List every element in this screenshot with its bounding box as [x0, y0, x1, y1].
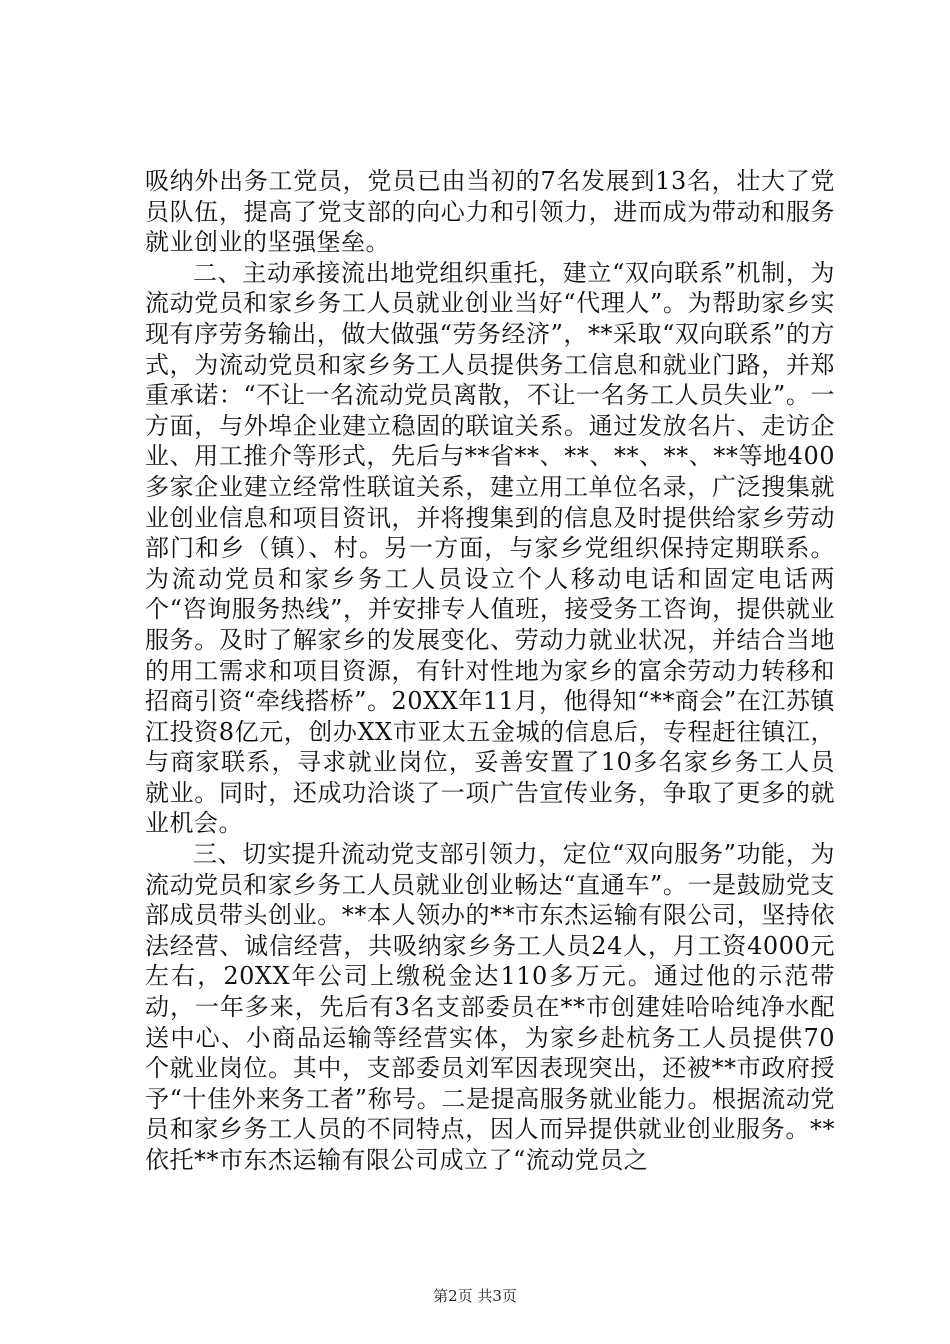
- page-footer: 第2页 共3页: [433, 1287, 517, 1305]
- document-body: [145, 166, 835, 1176]
- paragraph-continuation: 吸纳外出务工党员，党员已由当初的7名发展到13名，壮大了党员队伍，提高了党支部的向心力和引领力，进而成为带动和服务就业创业的坚强堡垒。: [145, 167, 835, 257]
- paragraph-section-three: 三、切实提升流动党支部引领力，定位“双向服务”功能，为流动党员和家乡务工人员就业创业畅达“直通车”。一是鼓励党支部成员带头创业。**本人领办的**市东杰运输有限公司，坚持依法经营、诚信经营，共吸纳家乡务工人员24人，月工资4000元左右，20XX年公司上缴税金达110多万元。通过他的示范带动，一年多来，先后有3名支部委员在**市创建娃哈哈纯净水配送中心、小商品运输等经营实体，为家乡赴杭务工人员提供70个就业岗位。其中，支部委员刘军因表现突出，还被**市政府授予“十佳外来务工者”称号。二是提高服务就业能力。根据流动党员和家乡务工人员的不同特点，因人而异提供就业创业服务。**依托**市东杰运输有限公司成立了“流动党员之: [145, 840, 835, 1174]
- paragraph-section-two: 二、主动承接流出地党组织重托，建立“双向联系”机制，为流动党员和家乡务工人员就业创业当好“代理人”。为帮助家乡实现有序劳务输出，做大做强“劳务经济”，**采取“双向联系”的方式，为流动党员和家乡务工人员提供务工信息和就业门路，并郑重承诺：“不让一名流动党员离散，不让一名务工人员失业”。一方面，与外埠企业建立稳固的联谊关系。通过发放名片、走访企业、用工推介等形式，先后与**省**、**、**、**、**等地400多家企业建立经常性联谊关系，建立用工单位名录，广泛搜集就业创业信息和项目资讯，并将搜集到的信息及时提供给家乡劳动部门和乡（镇）、村。另一方面，与家乡党组织保持定期联系。为流动党员和家乡务工人员设立个人移动电话和固定电话两个“咨询服务热线”，并安排专人值班，接受务工咨询，提供就业服务。及时了解家乡的发展变化、劳动力就业状况，并结合当地的用工需求和项目资源，有针对性地为家乡的富余劳动力转移和招商引资“牵线搭桥”。20XX年11月，他得知“**商会”在江苏镇江投资8亿元，创办XX市亚太五金城的信息后，专程赶往镇江，与商家联系，寻求就业岗位，妥善安置了10多名家乡务工人员就业。同时，还成功洽谈了一项广告宣传业务，争取了更多的就业机会。: [145, 258, 835, 838]
